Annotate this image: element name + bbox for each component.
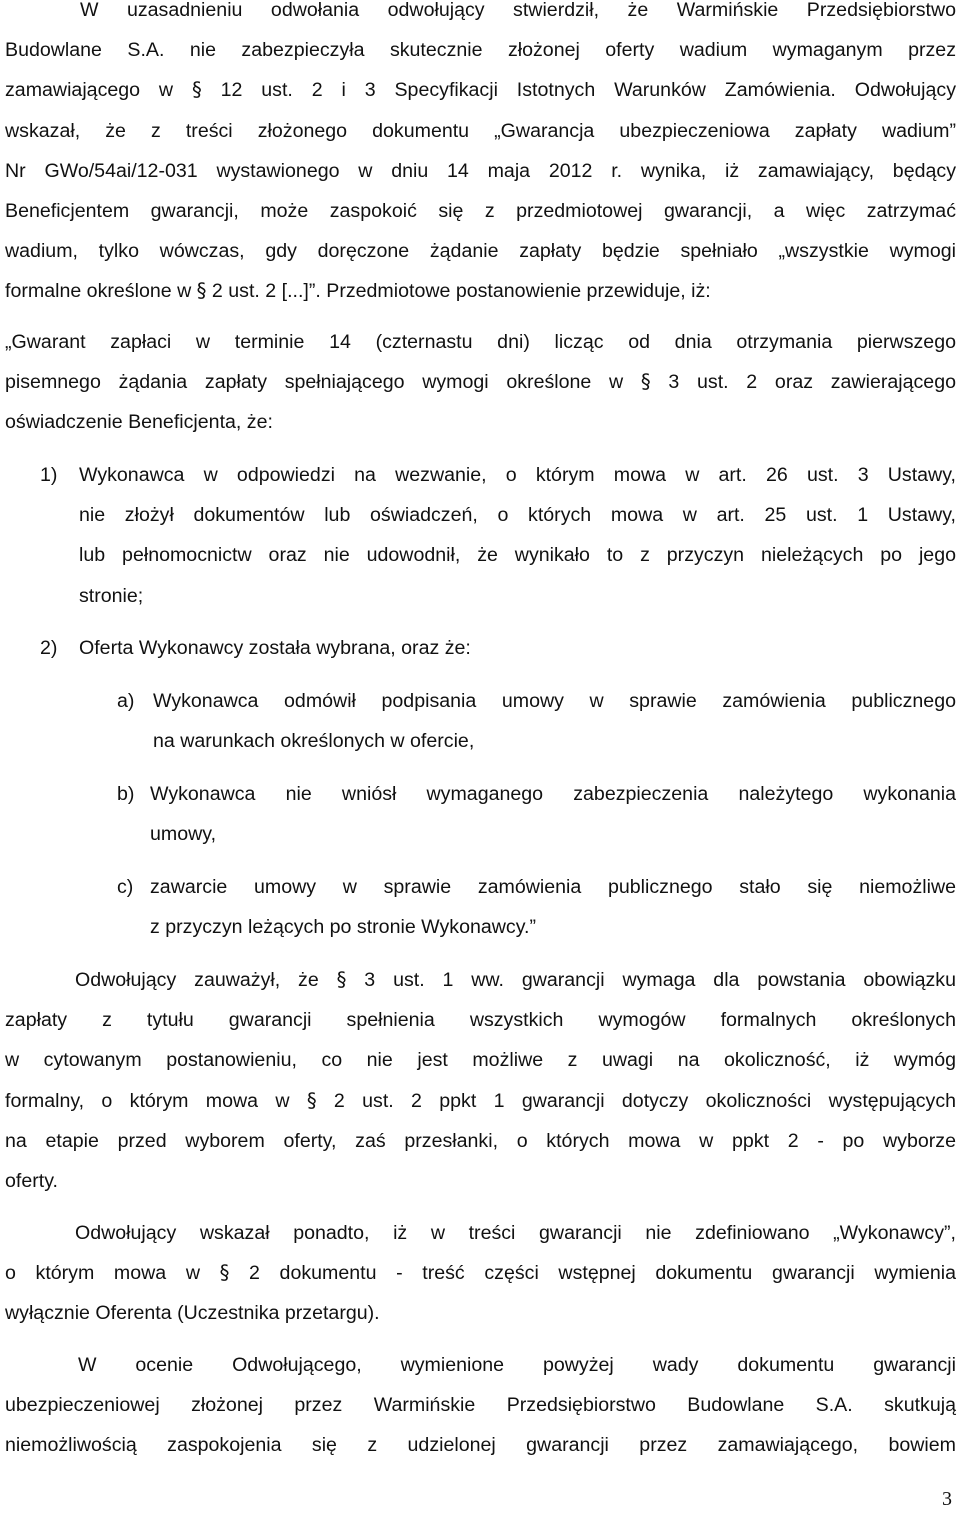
sub-item-a-text	[153, 681, 956, 761]
paragraph-line: wyłącznie Oferenta (Uczestnika przetargu).	[5, 1302, 380, 1325]
paragraph-line: Beneficjentem gwarancji, może zaspokoić się z przedmiotowej gwarancji, a więc zatrzymać	[5, 199, 956, 222]
list-marker: b)	[117, 783, 135, 805]
paragraph-line: o którym mowa w § 2 dokumentu - treść części wstępnej dokumentu gwarancji wymienia	[5, 1261, 957, 1285]
sub-item-a-marker	[117, 681, 151, 721]
paragraph-line: niemożliwością zaspokojenia się z udzielonej gwarancji przez zamawiającego, bowiem	[5, 1434, 956, 1457]
paragraph-appeal-justification	[5, 0, 956, 312]
sub-item-c-text	[150, 867, 956, 947]
paragraph-line: wskazał, że z treści złożonego dokumentu „Gwarancja ubezpieczeniowa zapłaty wadium”	[5, 119, 956, 142]
list-marker: a)	[117, 690, 135, 712]
paragraph-line: W uzasadnieniu odwołania odwołujący stwierdził, że Warmińskie Przedsiębiorstwo	[80, 0, 956, 21]
list-item-2	[40, 628, 76, 668]
page-number: 3	[942, 1488, 952, 1510]
list-item-2-text	[79, 628, 956, 668]
paragraph-line: oferty.	[5, 1169, 58, 1192]
list-item-line: lub pełnomocnictw oraz nie udowodnił, że wynikało to z przyczyn nieleżących po jego	[79, 544, 956, 567]
paragraph-appellant-assessment	[5, 1345, 956, 1466]
sub-item-line: z przyczyn leżących po stronie Wykonawcy.”	[150, 916, 537, 939]
list-marker: 1)	[40, 464, 58, 486]
paragraph-line: zamawiającego w § 12 ust. 2 i 3 Specyfikacji Istotnych Warunków Zamówienia. Odwołujący	[5, 78, 957, 102]
list-item-1	[40, 455, 76, 495]
sub-item-line: na warunkach określonych w ofercie,	[153, 730, 475, 753]
paragraph-line: wadium, tylko wówczas, gdy doręczone żądanie zapłaty będzie spełniało „wszystkie wymogi	[5, 240, 956, 263]
quote-line: „Gwarant zapłaci w terminie 14 (czternastu dni) licząc od dnia otrzymania pierwszego	[5, 331, 956, 353]
list-marker: c)	[117, 876, 134, 898]
quote-line: pisemnego żądania zapłaty spełniającego wymogi określone w § 3 ust. 2 oraz zawierającego	[5, 370, 956, 394]
sub-item-line: Wykonawca odmówił podpisania umowy w sprawie zamówienia publicznego	[153, 690, 956, 712]
sub-item-b-marker	[117, 774, 149, 814]
paragraph-line: na etapie przed wyborem oferty, zaś przesłanki, o których mowa w ppkt 2 - po wyborze	[5, 1129, 956, 1152]
paragraph-line: Odwołujący wskazał ponadto, iż w treści gwarancji nie zdefiniowano „Wykonawcy”,	[75, 1222, 956, 1244]
list-marker: 2)	[40, 637, 58, 659]
quoted-guarantee-clause	[5, 322, 956, 443]
paragraph-line: Odwołujący zauważył, że § 3 ust. 1 ww. gwarancji wymaga dla powstania obowiązku	[75, 968, 956, 991]
sub-item-line: Wykonawca nie wniósł wymaganego zabezpieczenia należytego wykonania	[150, 783, 956, 805]
paragraph-line: formalne określone w § 2 ust. 2 [...]”. Przedmiotowe postanowienie przewiduje, iż:	[5, 279, 711, 303]
paragraph-line: Budowlane S.A. nie zabezpieczyła skutecznie złożonej oferty wadium wymaganym przez	[5, 39, 956, 62]
paragraph-requirement-analysis	[5, 960, 956, 1201]
list-item-line: Oferta Wykonawcy została wybrana, oraz że:	[79, 637, 471, 659]
paragraph-line: Nr GWo/54ai/12-031 wystawionego w dniu 14 maja 2012 r. wynika, iż zamawiający, będący	[5, 159, 956, 182]
list-item-line: Wykonawca w odpowiedzi na wezwanie, o którym mowa w art. 26 ust. 3 Ustawy,	[79, 464, 956, 486]
paragraph-line: W ocenie Odwołującego, wymienione powyżej wady dokumentu gwarancji	[78, 1354, 956, 1376]
sub-item-line: umowy,	[150, 823, 217, 846]
paragraph-contractor-definition	[5, 1213, 956, 1334]
list-item-line: stronie;	[79, 584, 144, 607]
sub-item-line: zawarcie umowy w sprawie zamówienia publicznego stało się niemożliwe	[150, 876, 956, 898]
list-item-1-text	[79, 455, 956, 616]
list-item-line: nie złożył dokumentów lub oświadczeń, o których mowa w art. 25 ust. 1 Ustawy,	[79, 504, 956, 527]
quote-line: oświadczenie Beneficjenta, że:	[5, 411, 273, 434]
paragraph-line: formalny, o którym mowa w § 2 ust. 2 ppkt 1 gwarancji dotyczy okoliczności występujących	[5, 1088, 957, 1112]
sub-item-b-text	[150, 774, 956, 854]
paragraph-line: zapłaty z tytułu gwarancji spełnienia wszystkich wymogów formalnych określonych	[5, 1009, 956, 1032]
paragraph-line: w cytowanym postanowieniu, co nie jest możliwe z uwagi na okoliczność, iż wymóg	[5, 1049, 956, 1072]
sub-item-c-marker	[117, 867, 149, 907]
paragraph-line: ubezpieczeniowej złożonej przez Warmińskie Przedsiębiorstwo Budowlane S.A. skutkują	[5, 1394, 956, 1417]
